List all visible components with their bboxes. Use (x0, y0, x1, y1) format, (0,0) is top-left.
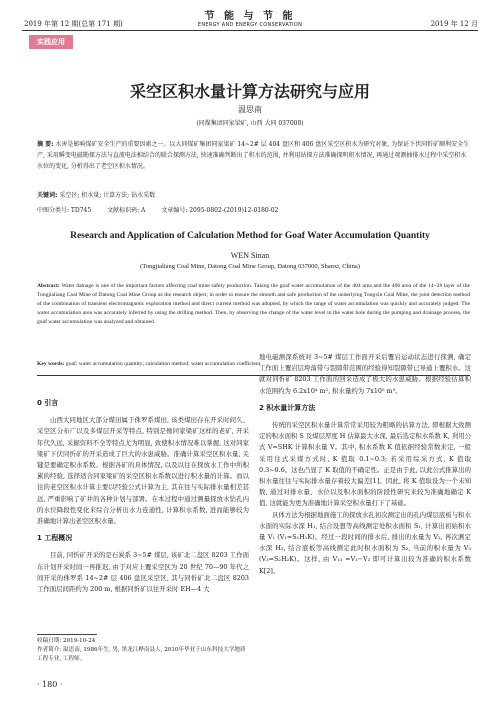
issue-info: 2019 年第 12 期(总第 171 期) (24, 20, 123, 28)
doc-code: 文献标识码: A (107, 207, 146, 214)
section-1-heading: 1 工程概况 (37, 534, 73, 543)
abstract-cn (37, 139, 470, 172)
abstract-en (37, 282, 470, 327)
article-title-cn: 采空区积水量计算方法研究与应用 (129, 82, 370, 101)
keywords-cn-label: 关键词: (37, 192, 58, 199)
classification-meta (37, 205, 292, 214)
section-2-heading: 2 积水量计算方法 (259, 403, 316, 412)
footnote (37, 637, 249, 664)
section-2-paragraph-1: 传统的采空区积水量计算常常采用较为粗略的估算方法, 即根据大致测定的积水面积 S 及煤层厚度 H 估算最大水深, 最后选定积水系数 K, 利用公式 V=SHK 计算积水量 V。其中, 积水系数 K 值依据经验常数来定, 一般采用往式采煤方式时, K 值取 0.1~0.3; 若采用综采方式, K 值取 0.3~0.6。这也凸显了 K 取值的不确定性。正是由于此, 以此公式推算出的积水量往往与实际排水量存着较大偏差[1]。因此, 将 K 值取设为一个未知数, 通过对排水量、水位以及积水面积的阶段性研究来较为准确地确定 K 值, 这就能为更为准确地计算采空积水量打下了基础。 (259, 421, 471, 508)
abstract-en-text: Water damage is one of the important factors affecting coal mine safety production. Taking the goaf water accumulation of the 404 area and the 406 area of the 14~2# layer of the Tongjialiang Coal Mine of Datong Coal Mine Group as the research object, in order to ensure the smooth and safe production of the underlying Tongxin Coal Mine, the joint detection method of the combination of transient electromagnetic exploration method and direct current method was adopted, by which the range of water accumulation was quickly and accurately judged. The water accumulation area was accurately inferred by using the drilling method. Then, by observing the change of the water level in the water hole during the pumping and drainage process, the goaf water accumulation was analyzed and obtained. (37, 283, 470, 325)
section-2-paragraph-2: 具体方法为根据地面施工的探放水孔初次测定出的孔内煤层底板与积水水面的实际水深 H₁, 结合设想等高线测定处积水面积 S₁, 计算出初始积水量 V₁ (V₁=S₁H₁K)。经过一段时间的排水后, 排出的水量为 V₂, 再次测定水深 H₂, 结合底板等高线测定此时积水面积为 S₂, 当前的积水量为 V₃ (V₃=S₂H₂K)。这样, 由 V₁₃ =V₁−V₃ 即可计算出较为准确的积水系数 K[2]。 (259, 510, 471, 575)
issue-date: 2019 年 12 月 (430, 20, 478, 28)
body-right-column (259, 352, 471, 577)
keywords-cn-text: 采空区; 积水量; 计算方法; 钻水采数 (59, 192, 156, 199)
column-tag: 实践应用 (29, 35, 73, 49)
author-bio: 作者简介: 温思南, 1986年生, 男, 黑龙江桦南县人, 2010年毕业于山东科技大学地质工程专业, 工程师。 (37, 647, 246, 662)
keywords-en-label: Key words: (37, 361, 65, 367)
author-cn: 温思南 (238, 105, 262, 114)
author-en: WEN Sinan (230, 251, 270, 260)
article-title-en: Research and Application of Calculation Method for Goaf Water Accumulation Quantity (70, 231, 430, 241)
affiliation-en: (Tongjialiang Coal Mine, Datong Coal Mine Group, Datong 037000, Shanxi, China) (140, 263, 360, 270)
journal-title-cn: 节 能 与 节 能 (204, 11, 296, 22)
journal-masthead (0, 7, 500, 28)
page-number: · 180 · (37, 680, 63, 689)
section-0-paragraph: 山西大同地区大部分煤田属于侏罗系煤田, 该类煤田存在开采时间久、采空区分布广以及多煤层开采等特点, 特别是像同家梁矿这样的老矿, 开采年代久远, 采掘资料不全等特点尤为明显, 致使积水情况难以掌握, 这对同家梁矿下伏同忻矿的开采造成了巨大的水患威胁。准确计算采空区积水量, 关键是要确定积水系数。根据各矿的具体情况, 以及以往在探放水工作中所积累的经验, 选择适合同家梁矿的采空区积水系数以进行积水量的计算。而以往的老空区积水计算主要以经验公式计算为主, 其在往与实际排水量相差甚远, 严重影响了矿井的各种计划与部署。在本过程中通过测量探放水钻孔内的水位降段性变化来综合分析出水力连通性, 计算积水系数, 进而能够较为准确地计算出老空区积水量。 (37, 416, 249, 526)
affiliation-cn: (同煤集团同家梁矿, 山西 大同 037000) (196, 120, 304, 127)
article-id: 文章编号: 2095-0802-(2019)12-0180-02 (161, 207, 279, 214)
abstract-en-label: Abstract: (37, 283, 60, 289)
clc-number: 中图分类号: TD745 (37, 207, 92, 214)
section-0-heading: 0 引言 (37, 399, 59, 407)
abstract-cn-label: 摘 要: (37, 141, 54, 148)
journal-title-en: ENERGY AND ENERGY CONSERVATION (197, 22, 303, 28)
keywords-en-text: goaf; water accumulation quantity; calculation method; water accumulation coefficient (65, 361, 261, 367)
body-left-column (37, 392, 249, 595)
header-rule (22, 30, 478, 31)
footnote-rule (37, 634, 97, 635)
keywords-cn (37, 190, 470, 201)
received-date: 收稿日期: 2019-10-24 (37, 638, 96, 644)
abstract-cn-text: 水害是影响煤矿安全生产的重要因素之一。以大同煤矿集团同家梁矿 14~2# 层 404 盘区和 406 盘区采空区积水为研究对象, 为保证下伏同忻矿顺利安全生产, 采用瞬变电磁勘探方法与直流电法相结合的联合探测方法, 快速准确判断出了积水的范围, 并利用钻探方法准确探明积水情况, 再通过观测抽排水过程中采空积水水位的变化, 分析得出了老空区积水情况。 (37, 141, 470, 170)
section-1-paragraph: 目前, 同忻矿开采的是石炭系 3~5# 煤层, 该矿北二盘区 8203 工作面东计划开采时间一再推迟, 由于对应上覆采空区为 20 世纪 70—90 年代之间开采的侏罗系 14~2# 层 406 盘区采空区, 其与同忻矿北二盘区 8203 工作面层间距约为 200 m, 根据同忻矿以往开采时 EH—4 大 (37, 551, 249, 594)
section-1-continued: 地电磁测深系统对 3~5# 煤层工作面开采后覆岩运动状态进行探测, 确定工作面上覆岩层垮落带与裂隙带范围的经验得知裂隙带已导通上覆积水。这就对同忻矿 8203 工作面的回采造成了极大的水患威胁。根据经验估算积水范围约为 6.2x10⁴ m², 积水量约为 7x10⁵ m³。 (259, 353, 471, 395)
